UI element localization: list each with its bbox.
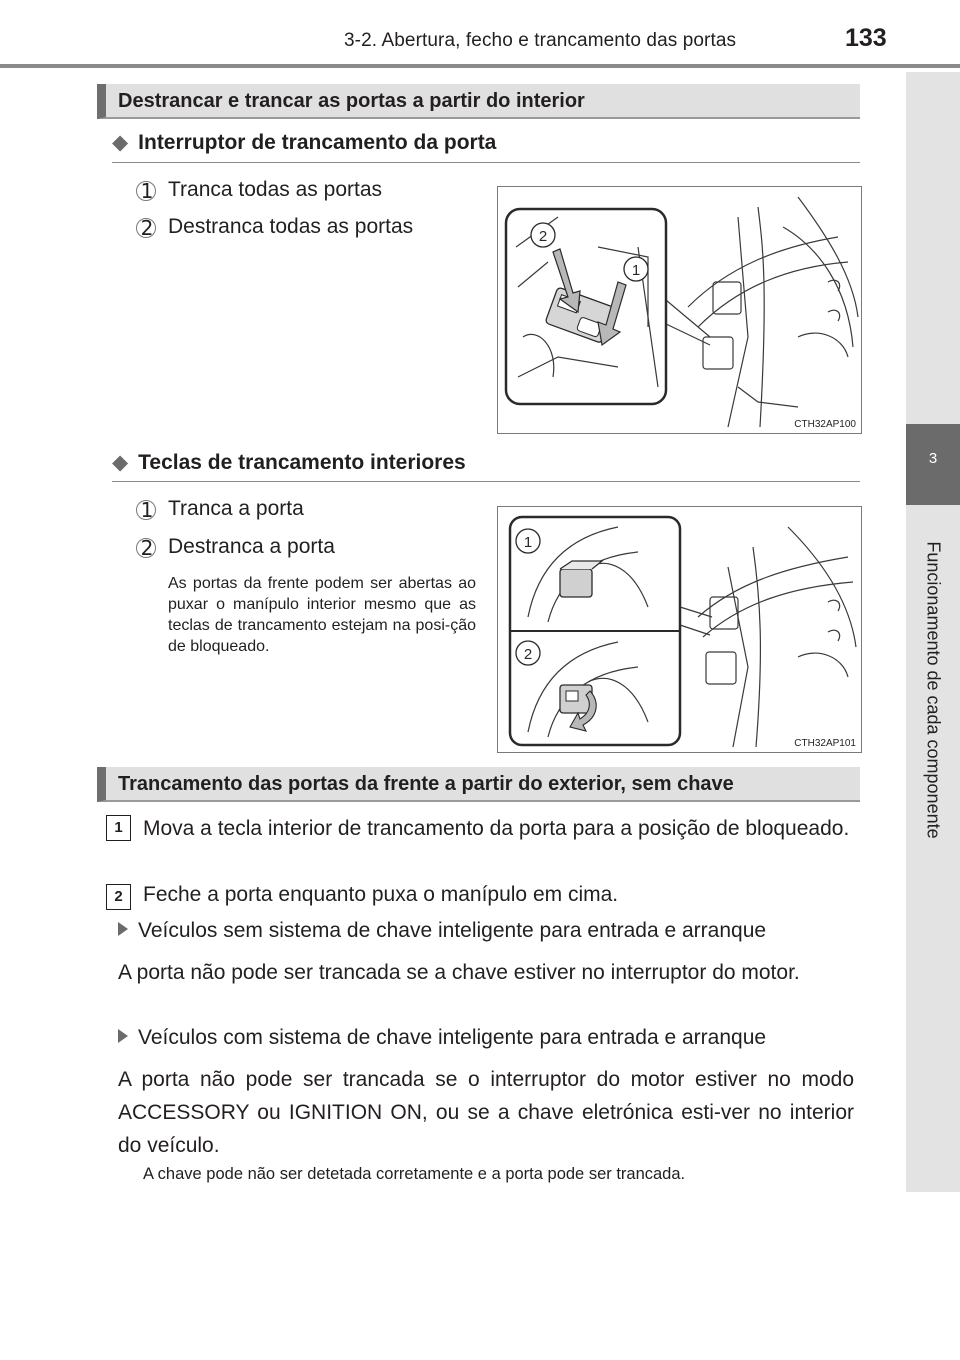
chapter-number: 3 (928, 450, 938, 467)
case-text: A porta não pode ser trancada se o interruptor do motor estiver no modo ACCESSORY ou IGNITION ON, ou se a chave eletrónica esti-ver no interior do veículo. (118, 1068, 854, 1157)
subheading-text: Interruptor de trancamento da porta (138, 131, 497, 154)
list-number: 2 (138, 535, 156, 561)
case-heading-without-smart-key (118, 919, 766, 943)
step-number-box: 2 (106, 884, 131, 910)
case-text: A porta não pode ser trancada se a chave estiver no interruptor do motor. (118, 961, 800, 984)
subheading-interior-lock-buttons (112, 450, 466, 475)
subheading-door-lock-switch (112, 130, 496, 155)
subheading-rule (112, 162, 860, 163)
chapter-label: Funcionamento de cada componente (923, 541, 944, 839)
note-text: As portas da frente podem ser abertas ao puxar o manípulo interior mesmo que as teclas de trancamento estejam na posi-ção de bloqueado. (168, 575, 476, 655)
figure-callout: 1 (523, 534, 533, 551)
step-number-box: 1 (106, 815, 131, 841)
figure-callout: 1 (631, 262, 641, 279)
list-item: Tranca a porta (168, 497, 304, 520)
case-heading-with-smart-key (118, 1026, 766, 1050)
header-rule (0, 64, 960, 68)
list-number: 2 (138, 215, 156, 241)
triangle-arrow-icon (118, 1029, 128, 1043)
section-header-interior (97, 84, 860, 119)
interior-lock-illustration (498, 507, 861, 752)
case-label: Veículos sem sistema de chave inteligente para entrada e arranque (138, 919, 767, 942)
list-item: Destranca todas as portas (168, 215, 414, 238)
list-item: Destranca a porta (168, 535, 335, 558)
case-label: Veículos com sistema de chave inteligente para entrada e arranque (138, 1026, 767, 1049)
door-lock-switch-illustration (498, 187, 861, 433)
figure-interior-lock-buttons (497, 506, 862, 753)
figure-code: CTH32AP101 (794, 738, 856, 749)
page-number: 133 (845, 24, 887, 52)
running-header-title: 3-2. Abertura, fecho e trancamento das portas (344, 30, 737, 51)
diamond-icon: ◆ (112, 131, 129, 154)
triangle-arrow-icon (118, 922, 128, 936)
section-header-exterior (97, 767, 860, 802)
list-item: Tranca todas as portas (168, 178, 382, 201)
subheading-rule (112, 481, 860, 482)
footnote: A chave pode não ser detetada corretamente e a porta pode ser trancada. (143, 1165, 686, 1183)
figure-door-lock-switch (497, 186, 862, 434)
list-number: 1 (138, 497, 156, 523)
list-number: 1 (138, 178, 156, 204)
figure-code: CTH32AP100 (794, 419, 856, 430)
subheading-text: Teclas de trancamento interiores (138, 451, 466, 474)
section-title: Trancamento das portas da frente a partir do exterior, sem chave (118, 773, 734, 795)
figure-callout: 2 (523, 646, 533, 663)
figure-callout: 2 (538, 228, 548, 245)
step-text: Mova a tecla interior de trancamento da porta para a posição de bloqueado. (143, 817, 850, 840)
step-text: Feche a porta enquanto puxa o manípulo em cima. (143, 883, 619, 906)
diamond-icon: ◆ (112, 451, 129, 474)
section-title: Destrancar e trancar as portas a partir do interior (118, 90, 585, 112)
